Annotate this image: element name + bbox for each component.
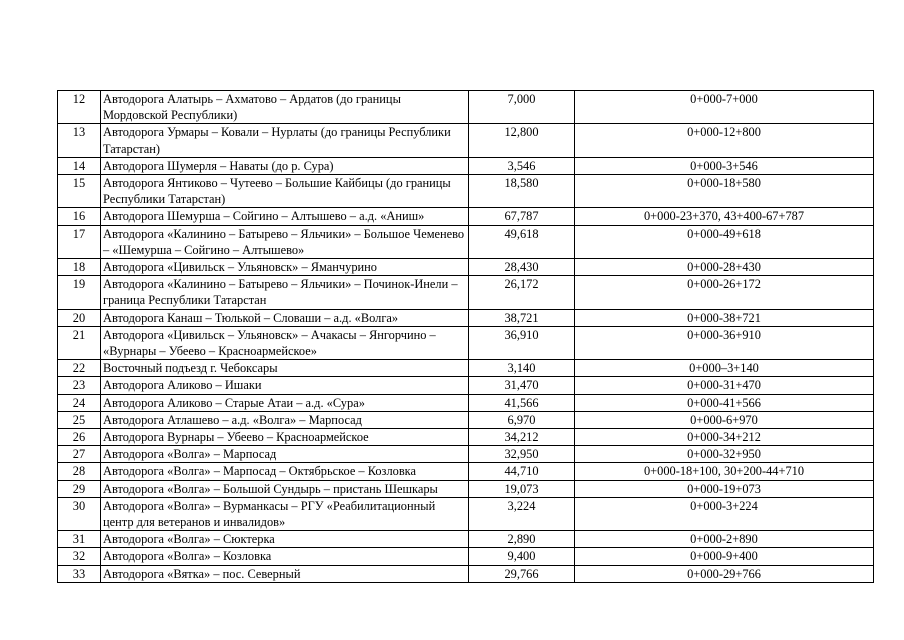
roads-table-body	[58, 91, 874, 583]
table-row	[58, 480, 874, 497]
road-length-cell: 18,580	[469, 175, 575, 208]
table-row	[58, 497, 874, 530]
km-range-cell: 0+000-36+910	[575, 326, 874, 359]
table-row	[58, 411, 874, 428]
table-row	[58, 326, 874, 359]
table-row	[58, 276, 874, 309]
road-name-cell: Автодорога Вурнары – Убеево – Красноармейское	[101, 429, 469, 446]
km-range-cell: 0+000-41+566	[575, 394, 874, 411]
km-range-cell: 0+000-38+721	[575, 309, 874, 326]
km-range-cell: 0+000-18+100, 30+200-44+710	[575, 463, 874, 480]
table-row	[58, 91, 874, 124]
road-name-cell: Автодорога «Калинино – Батырево – Яльчики» – Починок-Инели – граница Республики Татарстан	[101, 276, 469, 309]
km-range-cell: 0+000-32+950	[575, 446, 874, 463]
road-name-cell: Автодорога «Волга» – Козловка	[101, 548, 469, 565]
road-name-cell: Автодорога «Волга» – Марпосад – Октябрьское – Козловка	[101, 463, 469, 480]
row-number-cell: 15	[58, 175, 101, 208]
road-name-cell: Автодорога «Цивильск – Ульяновск» – Яманчурино	[101, 259, 469, 276]
row-number-cell: 31	[58, 531, 101, 548]
km-range-cell: 0+000-3+546	[575, 157, 874, 174]
road-length-cell: 26,172	[469, 276, 575, 309]
table-row	[58, 429, 874, 446]
road-name-cell: Автодорога Алатырь – Ахматово – Ардатов (до границы Мордовской Республики)	[101, 91, 469, 124]
table-row	[58, 225, 874, 258]
road-name-cell: Автодорога «Волга» – Вурманкасы – РГУ «Реабилитационный центр для ветеранов и инвалидов»	[101, 497, 469, 530]
road-length-cell: 44,710	[469, 463, 575, 480]
km-range-cell: 0+000-2+890	[575, 531, 874, 548]
road-length-cell: 41,566	[469, 394, 575, 411]
table-row	[58, 394, 874, 411]
road-length-cell: 34,212	[469, 429, 575, 446]
km-range-cell: 0+000-6+970	[575, 411, 874, 428]
road-length-cell: 3,224	[469, 497, 575, 530]
road-name-cell: Автодорога Атлашево – а.д. «Волга» – Марпосад	[101, 411, 469, 428]
table-row	[58, 565, 874, 582]
table-row	[58, 377, 874, 394]
km-range-cell: 0+000-23+370, 43+400-67+787	[575, 208, 874, 225]
road-name-cell: Автодорога «Волга» – Сюктерка	[101, 531, 469, 548]
road-length-cell: 6,970	[469, 411, 575, 428]
row-number-cell: 22	[58, 360, 101, 377]
row-number-cell: 20	[58, 309, 101, 326]
road-length-cell: 2,890	[469, 531, 575, 548]
road-length-cell: 32,950	[469, 446, 575, 463]
road-length-cell: 49,618	[469, 225, 575, 258]
km-range-cell: 0+000-49+618	[575, 225, 874, 258]
road-name-cell: Восточный подъезд г. Чебоксары	[101, 360, 469, 377]
road-length-cell: 67,787	[469, 208, 575, 225]
km-range-cell: 0+000-26+172	[575, 276, 874, 309]
road-name-cell: Автодорога Янтиково – Чутеево – Большие Кайбицы (до границы Республики Татарстан)	[101, 175, 469, 208]
roads-table	[57, 90, 874, 583]
row-number-cell: 26	[58, 429, 101, 446]
row-number-cell: 29	[58, 480, 101, 497]
row-number-cell: 13	[58, 124, 101, 157]
road-name-cell: Автодорога «Калинино – Батырево – Яльчики» – Большое Чеменево – «Шемурша – Сойгино – Алтышево»	[101, 225, 469, 258]
table-row	[58, 157, 874, 174]
road-name-cell: Автодорога Аликово – Ишаки	[101, 377, 469, 394]
road-name-cell: Автодорога «Волга» – Большой Сундырь – пристань Шешкары	[101, 480, 469, 497]
table-row	[58, 360, 874, 377]
table-row	[58, 548, 874, 565]
km-range-cell: 0+000-12+800	[575, 124, 874, 157]
row-number-cell: 19	[58, 276, 101, 309]
road-name-cell: Автодорога «Волга» – Марпосад	[101, 446, 469, 463]
road-length-cell: 28,430	[469, 259, 575, 276]
row-number-cell: 33	[58, 565, 101, 582]
row-number-cell: 25	[58, 411, 101, 428]
row-number-cell: 24	[58, 394, 101, 411]
road-name-cell: Автодорога «Вятка» – пос. Северный	[101, 565, 469, 582]
table-row	[58, 124, 874, 157]
km-range-cell: 0+000-3+224	[575, 497, 874, 530]
table-row	[58, 463, 874, 480]
road-name-cell: Автодорога Урмары – Ковали – Нурлаты (до границы Республики Татарстан)	[101, 124, 469, 157]
km-range-cell: 0+000-19+073	[575, 480, 874, 497]
row-number-cell: 16	[58, 208, 101, 225]
road-length-cell: 29,766	[469, 565, 575, 582]
row-number-cell: 14	[58, 157, 101, 174]
road-length-cell: 9,400	[469, 548, 575, 565]
row-number-cell: 12	[58, 91, 101, 124]
table-row	[58, 259, 874, 276]
row-number-cell: 28	[58, 463, 101, 480]
km-range-cell: 0+000-29+766	[575, 565, 874, 582]
road-length-cell: 7,000	[469, 91, 575, 124]
table-row	[58, 531, 874, 548]
km-range-cell: 0+000-18+580	[575, 175, 874, 208]
row-number-cell: 32	[58, 548, 101, 565]
road-name-cell: Автодорога Шумерля – Наваты (до р. Сура)	[101, 157, 469, 174]
km-range-cell: 0+000-34+212	[575, 429, 874, 446]
road-length-cell: 36,910	[469, 326, 575, 359]
row-number-cell: 30	[58, 497, 101, 530]
km-range-cell: 0+000-31+470	[575, 377, 874, 394]
road-name-cell: Автодорога Канаш – Тюлькой – Словаши – а.д. «Волга»	[101, 309, 469, 326]
table-row	[58, 175, 874, 208]
km-range-cell: 0+000-7+000	[575, 91, 874, 124]
row-number-cell: 23	[58, 377, 101, 394]
km-range-cell: 0+000–3+140	[575, 360, 874, 377]
road-name-cell: Автодорога Аликово – Старые Атаи – а.д. «Сура»	[101, 394, 469, 411]
road-length-cell: 38,721	[469, 309, 575, 326]
km-range-cell: 0+000-28+430	[575, 259, 874, 276]
table-row	[58, 446, 874, 463]
row-number-cell: 18	[58, 259, 101, 276]
road-length-cell: 12,800	[469, 124, 575, 157]
road-length-cell: 31,470	[469, 377, 575, 394]
row-number-cell: 21	[58, 326, 101, 359]
km-range-cell: 0+000-9+400	[575, 548, 874, 565]
row-number-cell: 27	[58, 446, 101, 463]
road-name-cell: Автодорога «Цивильск – Ульяновск» – Ачакасы – Янгорчино – «Вурнары – Убеево – Красноармейское»	[101, 326, 469, 359]
road-length-cell: 3,140	[469, 360, 575, 377]
table-row	[58, 309, 874, 326]
row-number-cell: 17	[58, 225, 101, 258]
road-name-cell: Автодорога Шемурша – Сойгино – Алтышево – а.д. «Аниш»	[101, 208, 469, 225]
table-row	[58, 208, 874, 225]
road-length-cell: 19,073	[469, 480, 575, 497]
road-length-cell: 3,546	[469, 157, 575, 174]
